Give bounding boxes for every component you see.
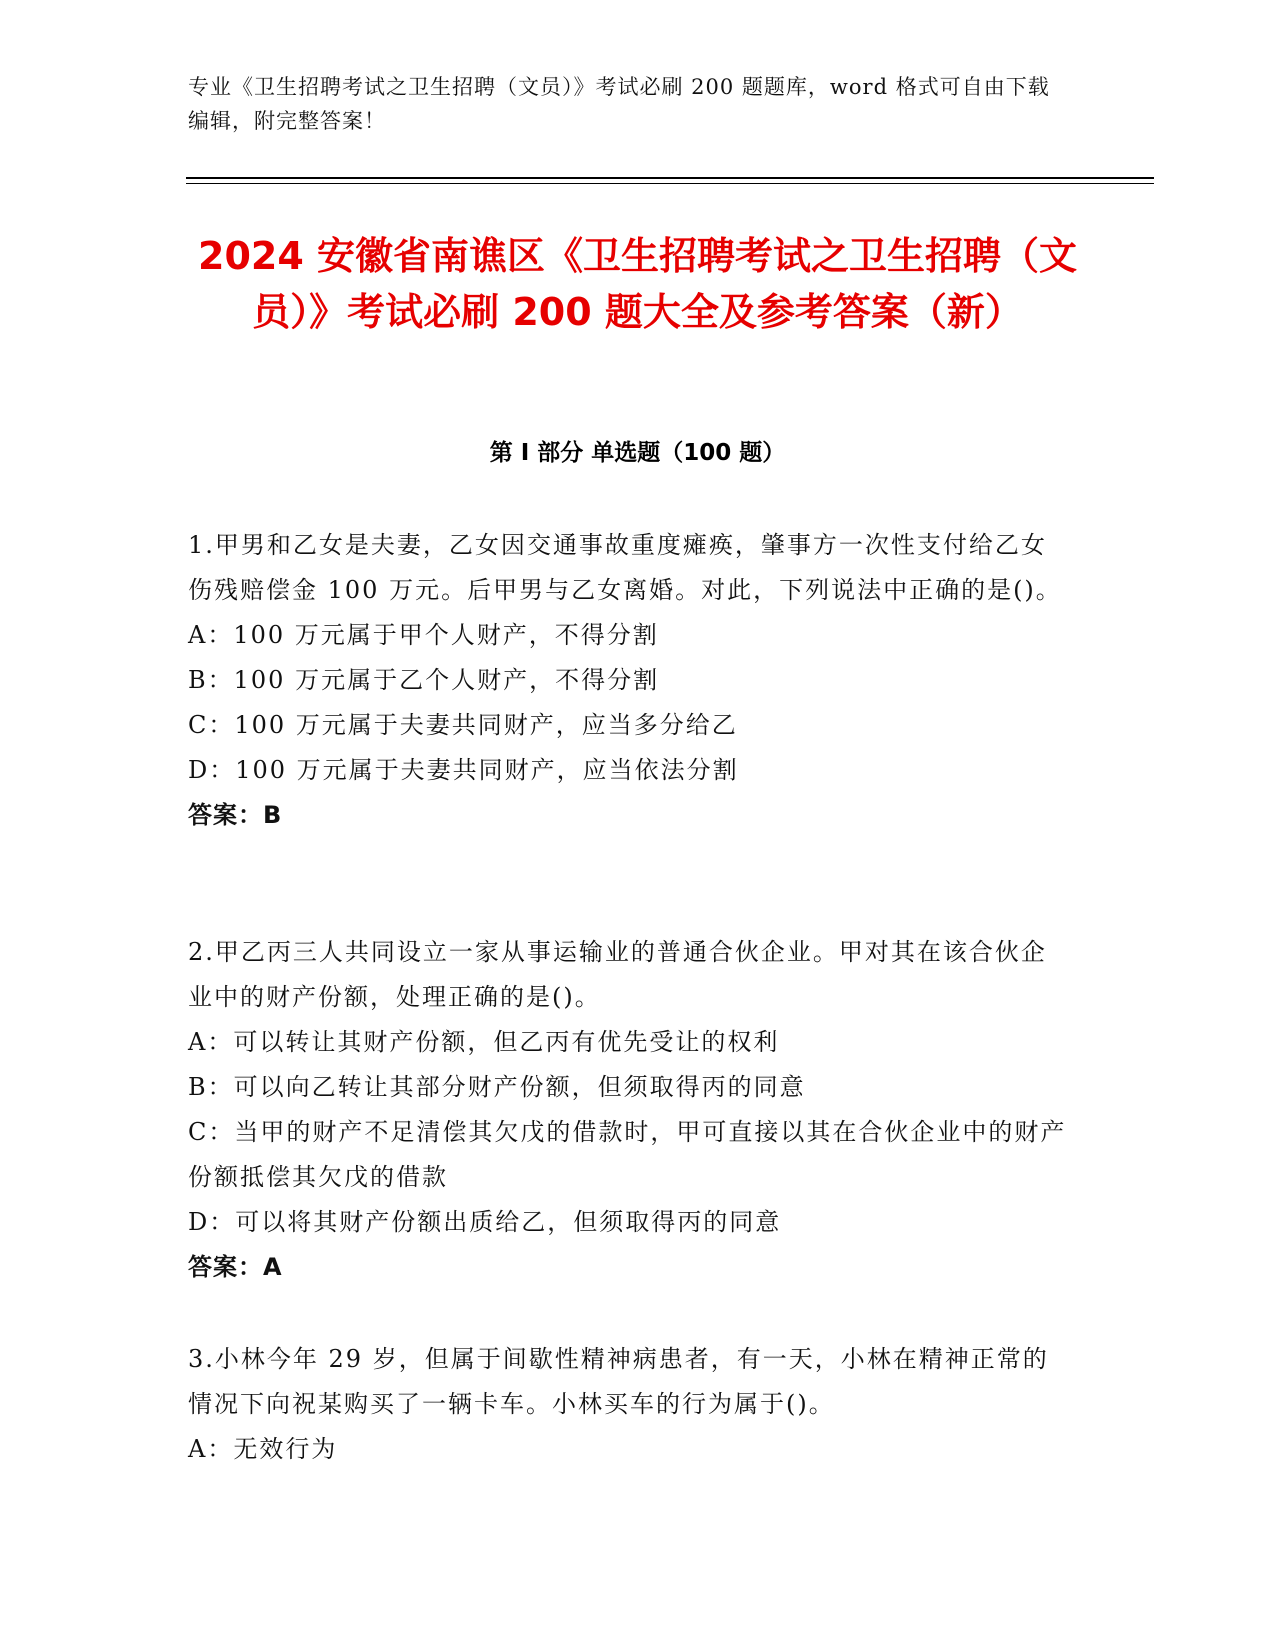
question-stem: 2.甲乙丙三人共同设立一家从事运输业的普通合伙企业。甲对其在该合伙企业中的财产份额，处理正确的是()。 <box>188 938 1047 1011</box>
option-b: B：可以向乙转让其部分财产份额，但须取得丙的同意 <box>188 1073 806 1101</box>
answer-line: 答案：B <box>188 801 283 829</box>
option-a: A：无效行为 <box>188 1435 338 1463</box>
document-title: 2024 安徽省南谯区《卫生招聘考试之卫生招聘（文员）》考试必刷 200 题大全及参考答案（新） <box>198 234 1077 334</box>
header-note: 专业《卫生招聘考试之卫生招聘（文员）》考试必刷 200 题题库，word 格式可自由下载编辑，附完整答案！ <box>188 75 1050 133</box>
option-c: C：100 万元属于夫妻共同财产，应当多分给乙 <box>188 711 738 739</box>
question-stem: 3.小林今年 29 岁，但属于间歇性精神病患者，有一天，小林在精神正常的情况下向祝某购买了一辆卡车。小林买车的行为属于()。 <box>188 1345 1049 1418</box>
header-divider-thick <box>186 177 1154 179</box>
option-a: A：100 万元属于甲个人财产，不得分割 <box>188 621 659 649</box>
question-stem: 1.甲男和乙女是夫妻，乙女因交通事故重度瘫痪，肇事方一次性支付给乙女伤残赔偿金 100 万元。后甲男与乙女离婚。对此，下列说法中正确的是()。 <box>188 531 1062 604</box>
option-b: B：100 万元属于乙个人财产，不得分割 <box>188 666 660 694</box>
question-block-2 <box>188 930 1068 1290</box>
answer-line: 答案：A <box>188 1253 283 1281</box>
option-c: C：当甲的财产不足清偿其欠戊的借款时，甲可直接以其在合伙企业中的财产份额抵偿其欠戊的借款 <box>188 1118 1067 1191</box>
question-block-3 <box>188 1337 1068 1472</box>
section-title: 第 I 部分 单选题（100 题） <box>489 440 786 466</box>
option-a: A：可以转让其财产份额，但乙丙有优先受让的权利 <box>188 1028 780 1056</box>
header-divider-thin <box>186 183 1154 184</box>
option-d: D：可以将其财产份额出质给乙，但须取得丙的同意 <box>188 1208 782 1236</box>
question-block-1 <box>188 523 1068 838</box>
option-d: D：100 万元属于夫妻共同财产，应当依法分割 <box>188 756 739 784</box>
